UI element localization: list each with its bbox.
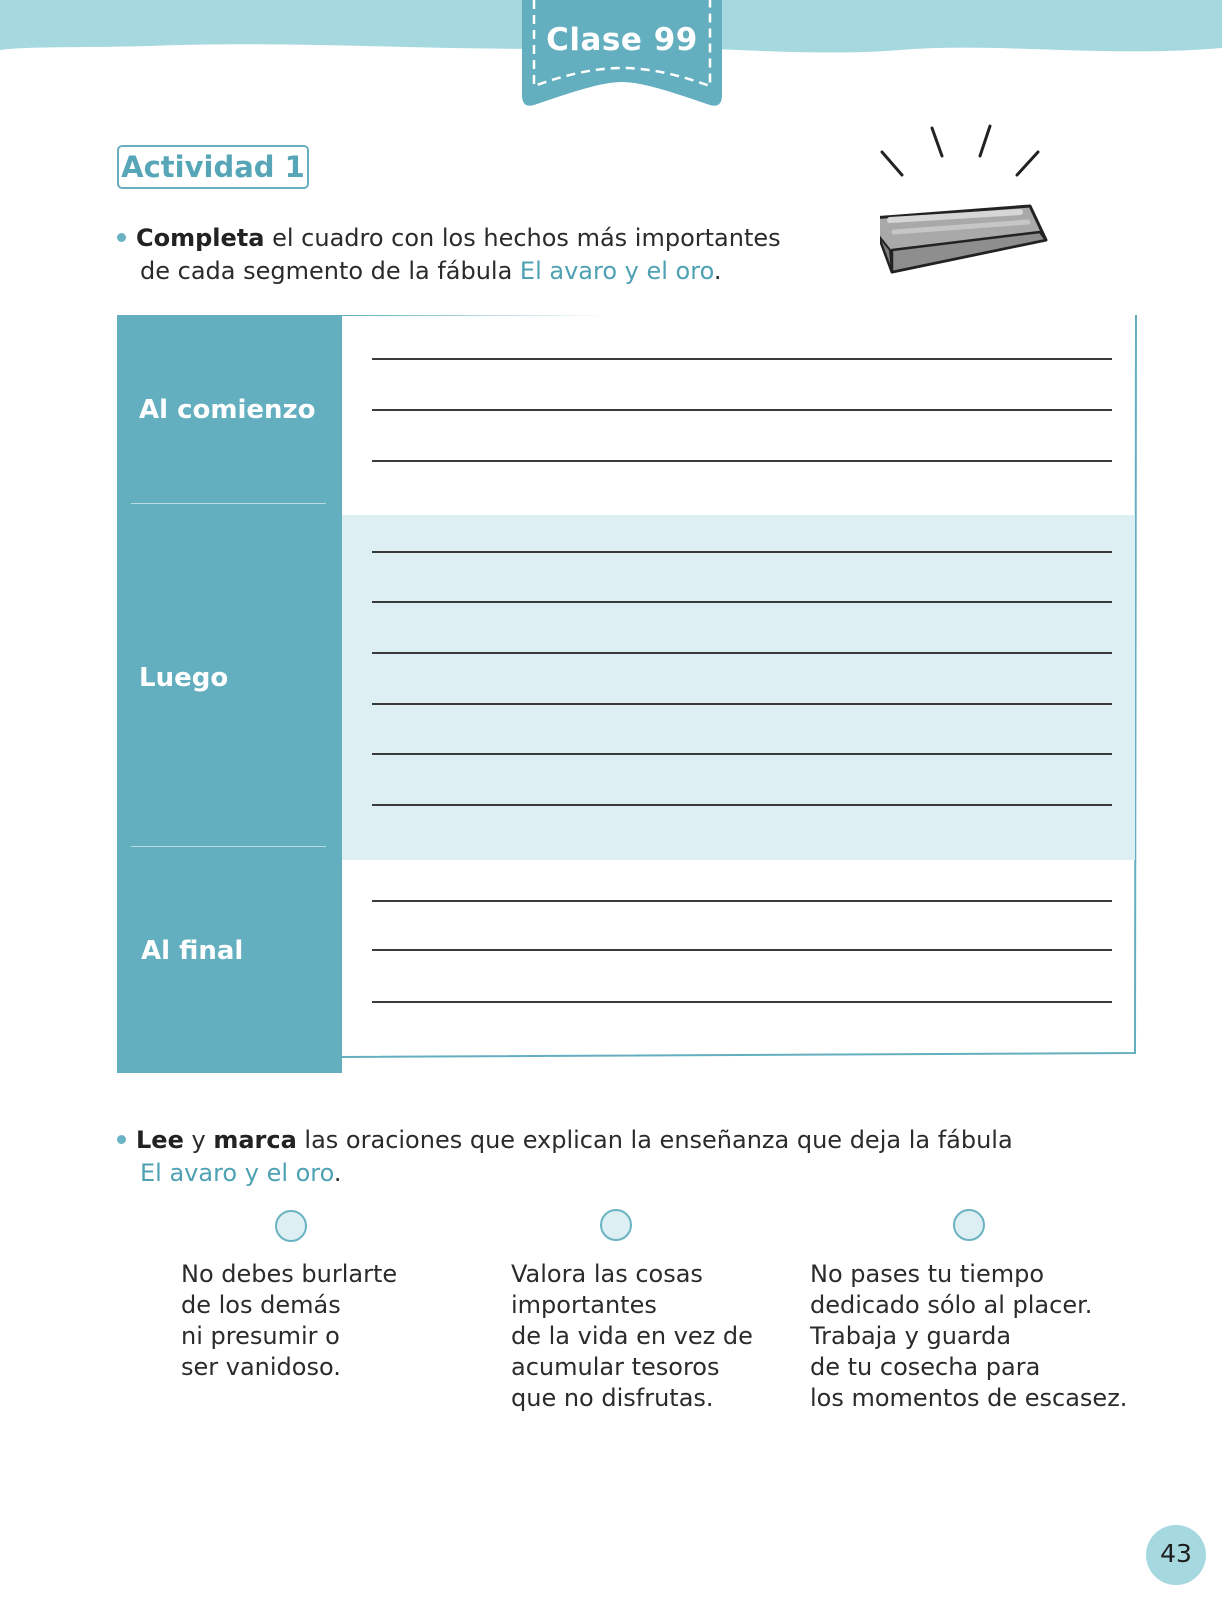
answer-line[interactable]	[372, 949, 1112, 951]
option-checkbox-2[interactable]	[600, 1209, 632, 1241]
page-number: 43	[1146, 1525, 1206, 1585]
answer-line[interactable]	[372, 804, 1112, 806]
story-title-ref: El avaro y el oro	[519, 257, 714, 285]
answer-line[interactable]	[372, 652, 1112, 654]
instruction-end: .	[713, 257, 722, 285]
instruction-text-b: de cada segmento de la fábula	[140, 257, 520, 285]
answer-line[interactable]	[372, 358, 1112, 360]
answer-line[interactable]	[372, 900, 1112, 902]
option-text-3: No pases tu tiempo dedicado sólo al placer. Trabaja y guarda de tu cosecha para los momentos de escasez.	[810, 1260, 1128, 1412]
answer-line[interactable]	[372, 551, 1112, 553]
bullet-icon	[117, 233, 126, 242]
answer-line[interactable]	[372, 409, 1112, 411]
instruction-read-mark	[117, 1124, 1013, 1190]
option-text-1: No debes burlarte de los demás ni presumir o ser vanidoso.	[181, 1260, 398, 1381]
option-text-2: Valora las cosas importantes de la vida en vez de acumular tesoros que no disfrutas.	[511, 1260, 753, 1412]
answer-line[interactable]	[372, 753, 1112, 755]
instruction-verb-mark: marca	[213, 1126, 297, 1154]
instruction-text-a: el cuadro con los hechos más importantes	[264, 224, 781, 252]
answer-line[interactable]	[372, 1001, 1112, 1003]
instruction-verb: Completa	[136, 224, 265, 252]
instruction-verb-read: Lee	[136, 1126, 184, 1154]
class-title: Clase 99	[546, 22, 698, 58]
bullet-icon	[117, 1135, 126, 1144]
table-middle-band	[342, 515, 1135, 860]
option-checkbox-3[interactable]	[953, 1209, 985, 1241]
instruction-connector: y	[183, 1126, 214, 1154]
row-divider	[131, 503, 326, 504]
answer-line[interactable]	[372, 460, 1112, 462]
row-divider	[131, 846, 326, 847]
eraser-icon	[880, 120, 1070, 290]
row-label-beginning: Al comienzo	[139, 395, 316, 425]
answer-line[interactable]	[372, 601, 1112, 603]
facts-table	[117, 315, 1137, 1075]
row-label-end: Al final	[141, 936, 244, 966]
instruction-complete	[117, 222, 781, 288]
answer-line[interactable]	[372, 703, 1112, 705]
option-checkbox-1[interactable]	[275, 1210, 307, 1242]
activity-label: Actividad 1	[117, 145, 309, 189]
story-title-ref: El avaro y el oro	[140, 1159, 334, 1187]
instruction-text: las oraciones que explican la enseñanza que deja la fábula	[296, 1126, 1013, 1154]
instruction-end: .	[333, 1159, 342, 1187]
row-label-then: Luego	[139, 663, 229, 693]
